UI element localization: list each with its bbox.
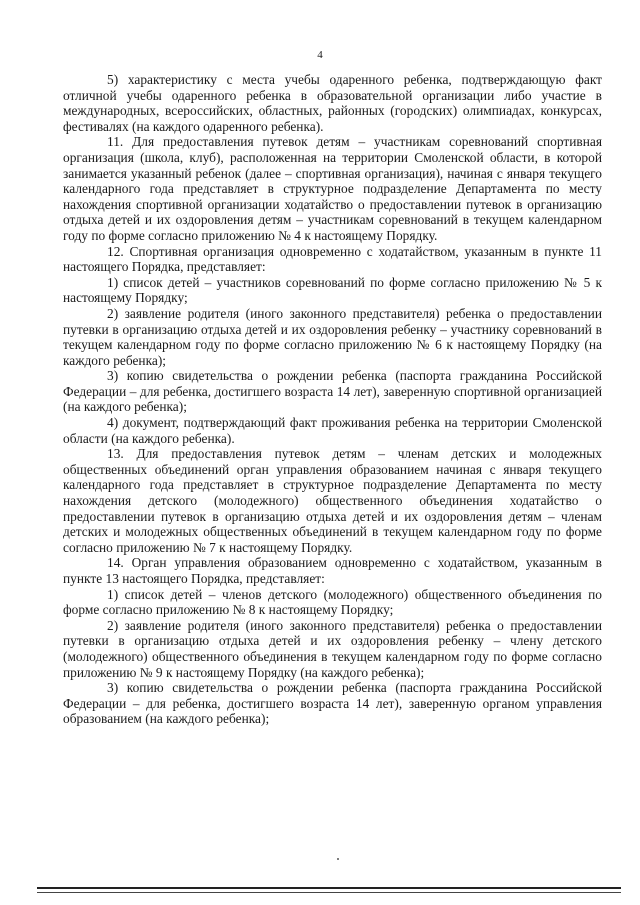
paragraph-12-item-4: 4) документ, подтверждающий факт проживания ребенка на территории Смоленской области (на каждого ребенка). [63, 415, 602, 446]
paragraph-section-11: 11. Для предоставления путевок детям – участникам соревнований спортивная организация (школа, клуб), расположенная на территории Смоленской области, в которой занимается указанный ребенок (далее – спортивная организация), начиная с января текущего календарного года представляет в структурное подразделение Департамента по месту нахождения спортивной организации ходатайство о предоставлении путевок в организацию отдыха детей и их оздоровления детям – участникам соревнований в текущем календарном году по форме согласно приложению № 4 к настоящему Порядку. [63, 134, 602, 243]
bottom-rule-thin [37, 892, 621, 893]
paragraph-section-14: 14. Орган управления образованием одновременно с ходатайством, указанным в пункте 13 настоящего Порядка, представляет: [63, 555, 602, 586]
paragraph-12-item-2: 2) заявление родителя (иного законного представителя) ребенка о предоставлении путевки в организацию отдыха детей и их оздоровления ребенку – участнику соревнований в текущем календарном году по форме согласно приложению № 6 к настоящему Порядку (на каждого ребенка); [63, 305, 602, 368]
document-body [63, 72, 602, 727]
paragraph-14-item-2: 2) заявление родителя (иного законного представителя) ребенка о предоставлении путевки в организацию отдыха детей и их оздоровления ребенку – члену детского (молодежного) общественного объединения в текущем календарном году по форме согласно приложению № 9 к настоящему Порядку (на каждого ребенка); [63, 617, 602, 680]
paragraph-section-12: 12. Спортивная организация одновременно с ходатайством, указанным в пункте 11 настоящего Порядка, представляет: [63, 243, 602, 275]
paragraph-section-13: 13. Для предоставления путевок детям – членам детских и молодежных общественных объединений орган управления образованием начиная с января текущего календарного года представляет в структурное подразделение Департамента по месту нахождения детского (молодежного) общественного объединения ходатайство о предоставлении путевок в организацию отдыха детей и их оздоровления детям – членам детских и молодежных общественных объединений в текущем календарном году по форме согласно приложению № 7 к настоящему Порядку. [63, 446, 602, 555]
paragraph-14-item-3: 3) копию свидетельства о рождении ребенка (паспорта гражданина Российской Федерации – для ребенка, достигшего возраста 14 лет), заверенную органом управления образованием (на каждого ребенка); [63, 680, 602, 727]
scan-dot [337, 858, 339, 860]
page-number: 4 [317, 49, 323, 61]
paragraph-12-item-3: 3) копию свидетельства о рождении ребенка (паспорта гражданина Российской Федерации – для ребенка, достигшего возраста 14 лет), заверенную спортивной организацией (на каждого ребенка); [63, 368, 602, 415]
paragraph-14-item-1: 1) список детей – членов детского (молодежного) общественного объединения по форме согласно приложению № 8 к настоящему Порядку; [63, 586, 602, 618]
paragraph-12-item-1: 1) список детей – участников соревнований по форме согласно приложению № 5 к настоящему Порядку; [63, 274, 602, 306]
paragraph-item-5-characteristic: 5) характеристику с места учебы одаренного ребенка, подтверждающую факт отличной учебы одаренного ребенка в образовательной организации либо участие в международных, всероссийских, областных, районных (городских) олимпиадах, конкурсах, фестивалях (на каждого одаренного ребенка). [63, 72, 602, 134]
bottom-rule [37, 887, 621, 889]
